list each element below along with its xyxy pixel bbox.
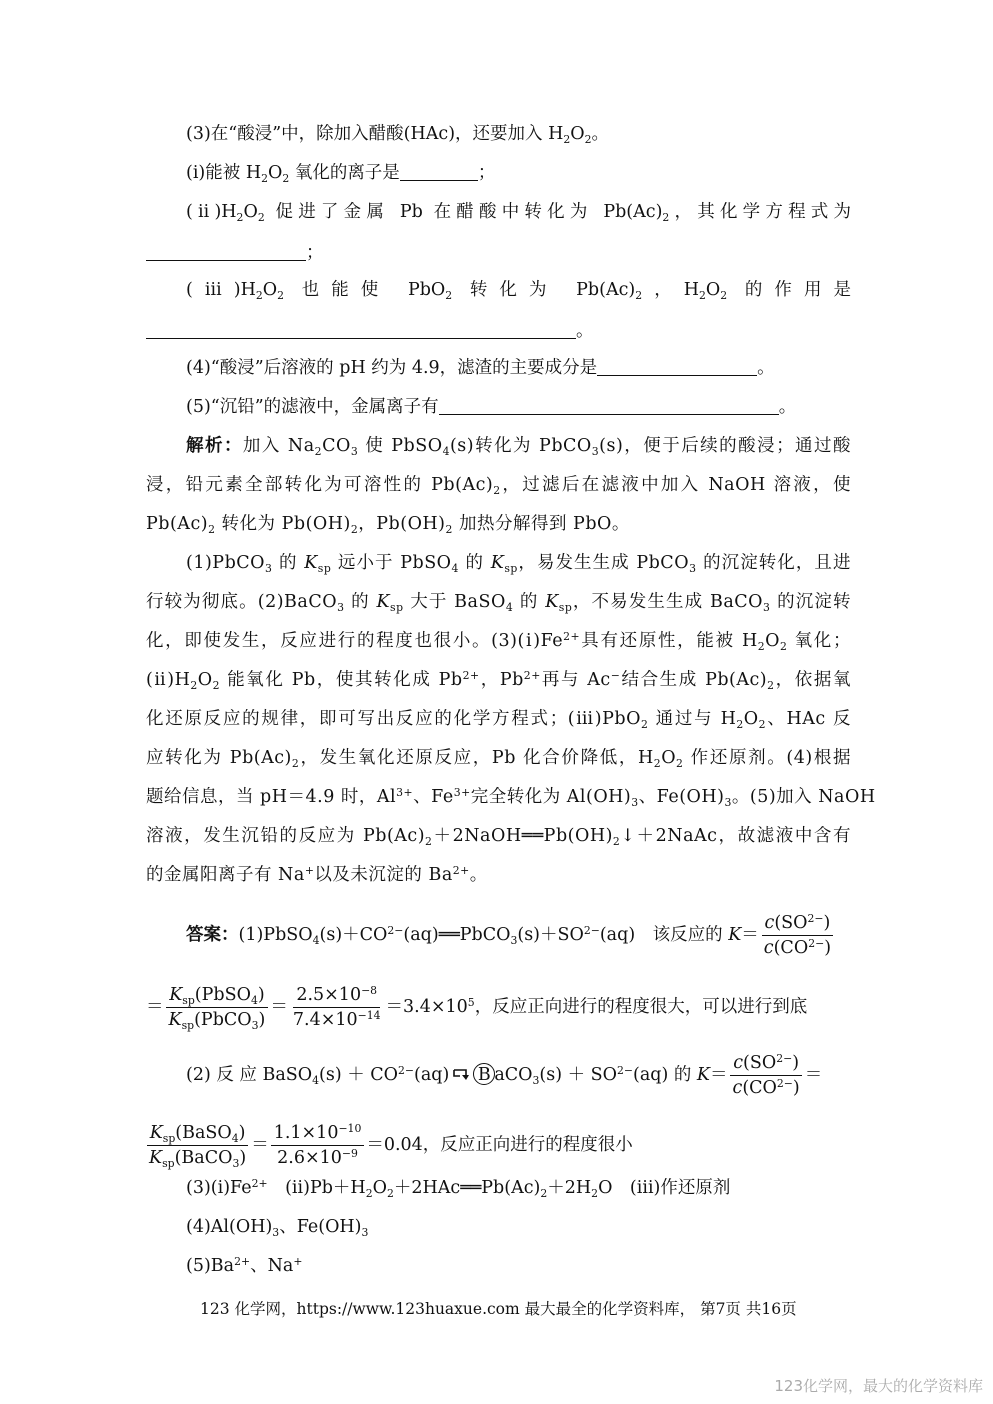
watermark: 123化学网，最大的化学资料库 (774, 1377, 983, 1395)
q4: (4)“酸浸”后溶液的 pH 约为 4.9，滤渣的主要成分是 。 (186, 358, 775, 378)
answer-1-line-2: ＝ $\frac{K_{sp}(PbSO_4)}{K_{sp}(PbCO_3)}$ ＝ $\frac{2.5\times 10^{-8}}{7.4\times 10^{-14}}$ $=3.4\times 10^5$，反应正向进行的程度很大，可以进行到底 (146, 984, 808, 1032)
analysis-line-10: 题给信息，当 pH＝4.9 时，$Al^{3+}$、$Fe^{3+}$完全转化为 $Al(OH)_3$、$Fe(OH)_3$。(5)加入 NaOH (146, 786, 876, 809)
q5: (5)“沉铅”的滤液中，金属离子有 。 (186, 397, 797, 417)
analysis-line-8: 化还原反应的规律，即可写出反应的化学方程式；(ⅲ)PbO$_2$ 通过与 $H_2O_2$、HAc 反 (146, 709, 851, 731)
analysis-line-9: 应转化为 $Pb(Ac)_2$，发生氧化还原反应，Pb 化合价降低，$H_2O_2$ 作还原剂。(4)根据 (146, 748, 851, 770)
answer-blank (439, 396, 779, 415)
ksp-fraction: $\frac{K_{sp}(PbSO_4)}{K_{sp}(PbCO_3)}$ (166, 984, 269, 1031)
analysis-line-4: (1)PbCO$_3$ 的 $K_{sp}$ 远小于 PbSO$_4$ 的 $K_{sp}$，易发生生成 PbCO$_3$ 的沉淀转化，且进 (186, 553, 851, 575)
value-fraction: $\frac{2.5\times 10^{-8}}{7.4\times 10^{-14}}$ (292, 984, 381, 1030)
analysis-line-7: $(ⅱ)H_2O_2$ 能氧化 Pb，使其转化成 $Pb^{2+}$，$Pb^{2+}$再与 Ac−结合生成 $Pb(Ac)_2$，依据氧 (146, 669, 851, 692)
q3-iii: $(ⅲ)H_2O_2$ 也能使 PbO$_2$ 转化为 $Pb(Ac)_2$，$H_2O_2$ 的作用是 (186, 280, 852, 302)
analysis-line-2: 浸，铅元素全部转化为可溶性的 $Pb(Ac)_2$，过滤后在滤液中加入 NaOH 溶液，使 (146, 475, 851, 497)
answer-2-line-2: $\frac{K_{sp}(BaSO_4)}{K_{sp}(BaCO_3)}$ ＝ $\frac{1.1\times 10^{-10}}{2.6\times 10^{-9}}$ ＝0.04，反应正向进行的程度很小 (146, 1122, 851, 1169)
answer-1-line-1: 答案：$(1)PbSO_4(s)+CO^{2-}(aq)══PbCO_3(s)+SO^{2-}(aq)$ 该反应的 K＝ $\frac{c(SO^{2-})}{c(CO^{2-})}$ (186, 912, 851, 959)
value-fraction-2: $\frac{1.1\times 10^{-10}}{2.6\times 10^{-9}}$ (271, 1122, 365, 1169)
answer-blank (146, 320, 576, 339)
reversible-arrow-icon (453, 1067, 469, 1081)
analysis-line-5: 行较为彻底。(2)BaCO$_3$ 的 $K_{sp}$ 大于 BaSO$_4$ 的 $K_{sp}$，不易发生生成 BaCO$_3$ 的沉淀转 (146, 592, 851, 614)
ksp-fraction-2: $\frac{K_{sp}(BaSO_4)}{K_{sp}(BaCO_3)}$ (146, 1122, 249, 1169)
answer-blank (146, 242, 306, 261)
circled-letter: B (473, 1063, 495, 1085)
q3-intro: (3)在“酸浸”中，除加入醋酸(HAc)，还要加入 $H_2O_2$。 (186, 124, 610, 146)
analysis-line-6: 化，即使发生，反应进行的程度也很小。$(3)(ⅰ)Fe^{2+}$具有还原性，能被 $H_2O_2$ 氧化； (146, 630, 851, 653)
q3-ii: $(ⅱ)H_2O_2$ 促进了金属 Pb 在醋酸中转化为 $Pb(Ac)_2$，其化学方程式为 (186, 202, 851, 224)
analysis-line-1: 解析：加入 $Na_2CO_3$ 使 PbSO$_4$(s)转化为 PbCO$_3$(s)，便于后续的酸浸；通过酸 (186, 436, 851, 458)
analysis-line-3: $Pb(Ac)_2$ 转化为 $Pb(OH)_2$，$Pb(OH)_2$ 加热分解得到 PbO。 (146, 514, 630, 536)
answer-4: $(4)Al(OH)_3$、$Fe(OH)_3$ (186, 1217, 369, 1239)
k-fraction: $\frac{c(SO^{2-})}{c(CO^{2-})}$ (761, 912, 834, 959)
q3-ii-blank-line: ； (146, 240, 851, 266)
answer-2-line-1: (2) 反 应 BaSO$_4$(s) ＋ $CO^{2-}(aq)$ B $aCO_3(s) + SO^{2-}(aq)$ 的 K＝ $\frac{c(SO^{2-})}{c(CO^{2-})}$ ＝ (186, 1052, 823, 1098)
answer-5: $(5)Ba^{2+}$、Na+ (186, 1255, 303, 1276)
q3-iii-blank-line: 。 (146, 318, 851, 344)
answer-blank (597, 357, 757, 376)
analysis-line-11: 溶液，发生沉铅的反应为 $Pb(Ac)_2+2NaOH══Pb(OH)_2↓+2NaAc$，故滤液中含有 (146, 826, 851, 848)
page-footer: 123 化学网，https://www.123huaxue.com 最大最全的化学资料库， 第7页 共16页 (200, 1300, 797, 1318)
k-fraction-2: $\frac{c(SO^{2-})}{c(CO^{2-})}$ (730, 1052, 803, 1099)
q3-i: (ⅰ)能被 $H_2O_2$ 氧化的离子是 ； (186, 163, 496, 185)
analysis-line-12: 的金属阳离子有 Na+以及未沉淀的 $Ba^{2+}$。 (146, 864, 488, 885)
answer-3: $(3)(ⅰ)Fe^{2+}$ $(ⅱ)Pb+H_2O_2+2HAc══Pb(Ac)_2+2H_2O$ (ⅲ)作还原剂 (186, 1177, 731, 1200)
answer-blank (400, 162, 478, 181)
